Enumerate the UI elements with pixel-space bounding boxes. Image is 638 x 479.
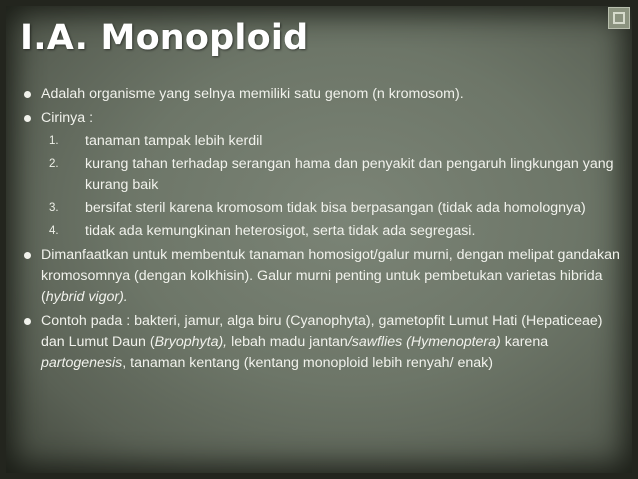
bullet-dot-icon	[24, 318, 31, 325]
ciri-list	[41, 131, 624, 242]
ciri-text: kurang tahan terhadap serangan hama dan penyakit dan pengaruh lingkungan yang kurang baik	[85, 156, 614, 193]
ciri-number: 1.	[49, 135, 59, 147]
ciri-text: tidak ada kemungkinan heterosigot, serta tidak ada segregasi.	[85, 223, 476, 239]
ciri-item	[41, 221, 624, 242]
bullet-contoh	[24, 311, 624, 374]
bullet-manfaat	[24, 245, 624, 308]
ciri-number: 2.	[49, 158, 59, 170]
bullet-text: Adalah organisme yang selnya memiliki satu genom (n kromosom).	[41, 86, 464, 102]
ciri-item	[41, 154, 624, 196]
bullet-italic-text: Bryophyta),	[154, 334, 228, 350]
ciri-item	[41, 198, 624, 219]
bullet-text: Cirinya :	[41, 110, 94, 126]
bullet-italic-text: partogenesis	[41, 355, 123, 371]
bullet-italic-text: /sawflies (Hymenoptera)	[347, 334, 501, 350]
bullet-dot-icon	[24, 252, 31, 259]
bullet-text: lebah madu jantan	[227, 334, 348, 350]
slide-title: I.A. Monoploid	[20, 18, 309, 58]
bullet-definition	[24, 84, 624, 105]
ciri-text: tanaman tampak lebih kerdil	[85, 133, 263, 149]
bullet-text: , tanaman kentang (kentang monoploid lebih renyah/ enak)	[122, 355, 493, 371]
slide-content	[24, 84, 624, 374]
bullet-dot-icon	[24, 91, 31, 98]
bullet-text: Dimanfaatkan untuk membentuk tanaman homosigot/galur murni, dengan melipat gandakan kromosomnya (dengan kolkhisin). Galur murni penting untuk pembetukan varietas hibrida (	[41, 247, 620, 305]
ciri-number: 4.	[49, 225, 59, 237]
ciri-number: 3.	[49, 202, 59, 214]
ciri-item	[41, 131, 624, 152]
bullet-ciri	[24, 108, 624, 242]
bullet-text: Contoh pada : bakteri, jamur, alga biru (Cyanophyta), gametopfit Lumut Hati (Hepaticeae) dan Lumut Daun (	[41, 313, 603, 350]
slide-corner-square-icon	[608, 7, 630, 29]
bullet-text: karena	[500, 334, 549, 350]
bullet-dot-icon	[24, 115, 31, 122]
ciri-text: bersifat steril karena kromosom tidak bisa berpasangan (tidak ada homolognya)	[85, 200, 586, 216]
bullet-italic-text: hybrid vigor).	[45, 289, 128, 305]
